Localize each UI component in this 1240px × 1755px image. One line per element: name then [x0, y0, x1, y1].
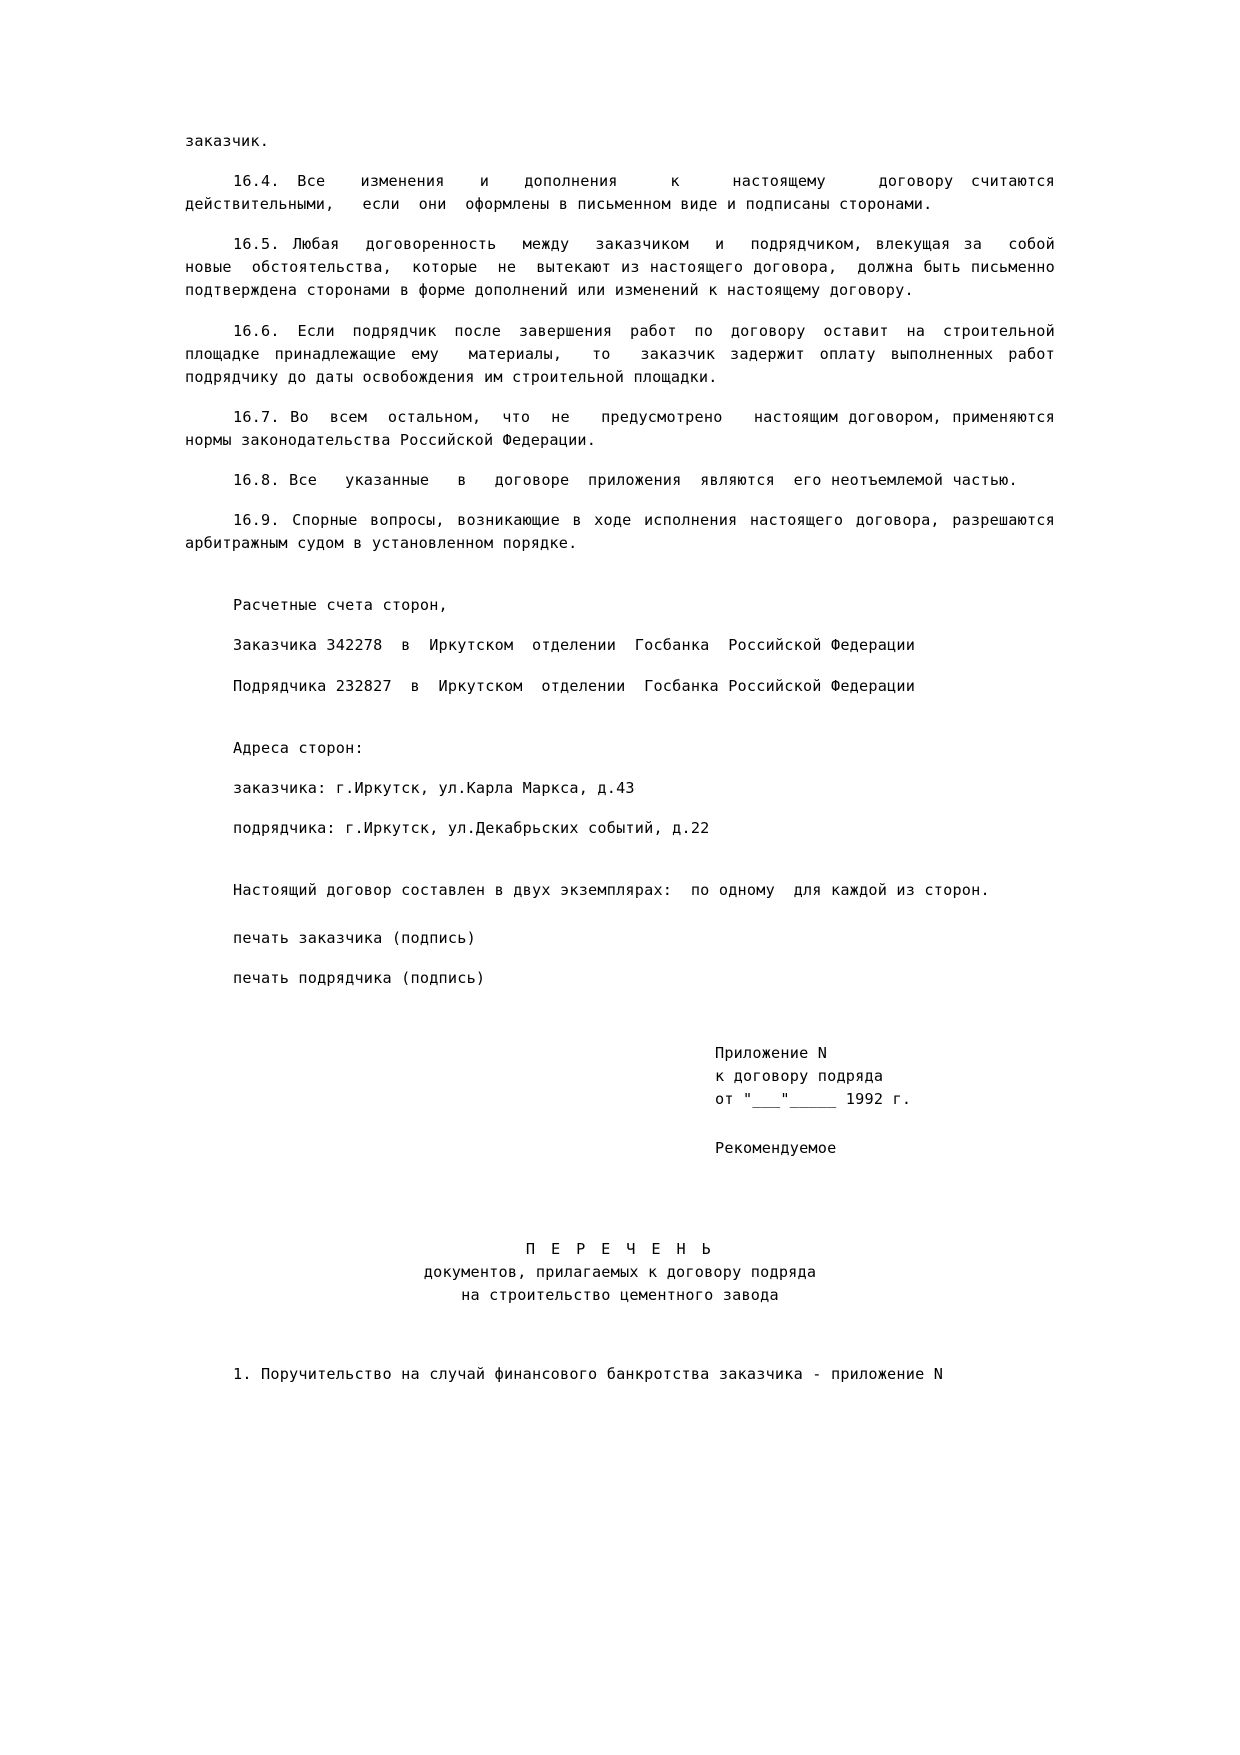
document-body [185, 130, 1074, 1386]
list-title-block [185, 1238, 1055, 1307]
clause-16-9: 16.9. Спорные вопросы, возникающие в ходе исполнения настоящего договора, разрешаются арбитражным судом в установленном порядке. [185, 511, 1065, 553]
addresses-heading: Адреса сторон: [233, 738, 364, 757]
account-contractor: Подрядчика 232827 в Иркутском отделении Госбанка Российской Федерации [233, 676, 916, 695]
list-items-block [185, 1363, 1055, 1386]
spacer [185, 919, 1055, 927]
clause-16-4: 16.4. Все изменения и дополнения к настоящему договору считаются действительными, если они оформлены в письменном виде и подписаны сторонами. [185, 172, 1065, 214]
address-customer: заказчика: г.Иркутск, ул.Карла Маркса, д.43 [233, 778, 635, 797]
copies-note: Настоящий договор составлен в двух экземплярах: по одному для каждой из сторон. [233, 880, 990, 899]
appendix-line-3: от "___"_____ 1992 г. [715, 1090, 912, 1109]
address-contractor: подрядчика: г.Иркутск, ул.Декабрьских событий, д.22 [233, 818, 710, 837]
list-item: 1. Поручительство на случай финансового банкротства заказчика - приложение N [233, 1365, 944, 1383]
seal-contractor: печать подрядчика (подпись) [233, 969, 486, 988]
seal-customer: печать заказчика (подпись) [233, 928, 476, 947]
spacer [185, 857, 1055, 879]
accounts-heading: Расчетные счета сторон, [233, 596, 448, 615]
appendix-header [185, 1042, 1055, 1176]
clause-16-5: 16.5. Любая договоренность между заказчиком и подрядчиком, влекущая за собой новые обстоятельства, которые не вытекают из настоящего договора, должна быть письменно подтверждена сторонами в форме дополнений или изменений к настоящему договору. [185, 235, 1074, 300]
clause-16-8: 16.8. Все указанные в договоре приложения являются его неотъемлемой частью. [233, 471, 1018, 490]
appendix-line-1: Приложение N [715, 1044, 828, 1063]
clause-16-6: 16.6. Если подрядчик после завершения работ по договору оставит на строительной площадке принадлежащие ему материалы, то заказчик задержит оплату выполненных работ подрядчику до даты освобождения им строительной площадки. [185, 321, 1065, 386]
account-customer: Заказчика 342278 в Иркутском отделении Госбанка Российской Федерации [233, 636, 916, 655]
list-heading: П Е Р Е Ч Е Н Ь [525, 1239, 715, 1258]
list-subtitle-line-1: документов, прилагаемых к договору подряда [423, 1262, 817, 1281]
appendix-line-2: к договору подряда [715, 1067, 884, 1086]
list-subtitle-line-2: на строительство цементного завода [461, 1285, 779, 1304]
appendix-recommended: Рекомендуемое [715, 1139, 837, 1158]
top-fragment: заказчик. [185, 132, 270, 150]
appendix-header-inner [715, 1042, 1055, 1176]
spacer [185, 572, 1055, 594]
clause-16-7: 16.7. Во всем остальном, что не предусмотрено настоящим договором, применяются нормы законодательства Российской Федерации. [185, 407, 1065, 449]
spacer [185, 715, 1055, 737]
